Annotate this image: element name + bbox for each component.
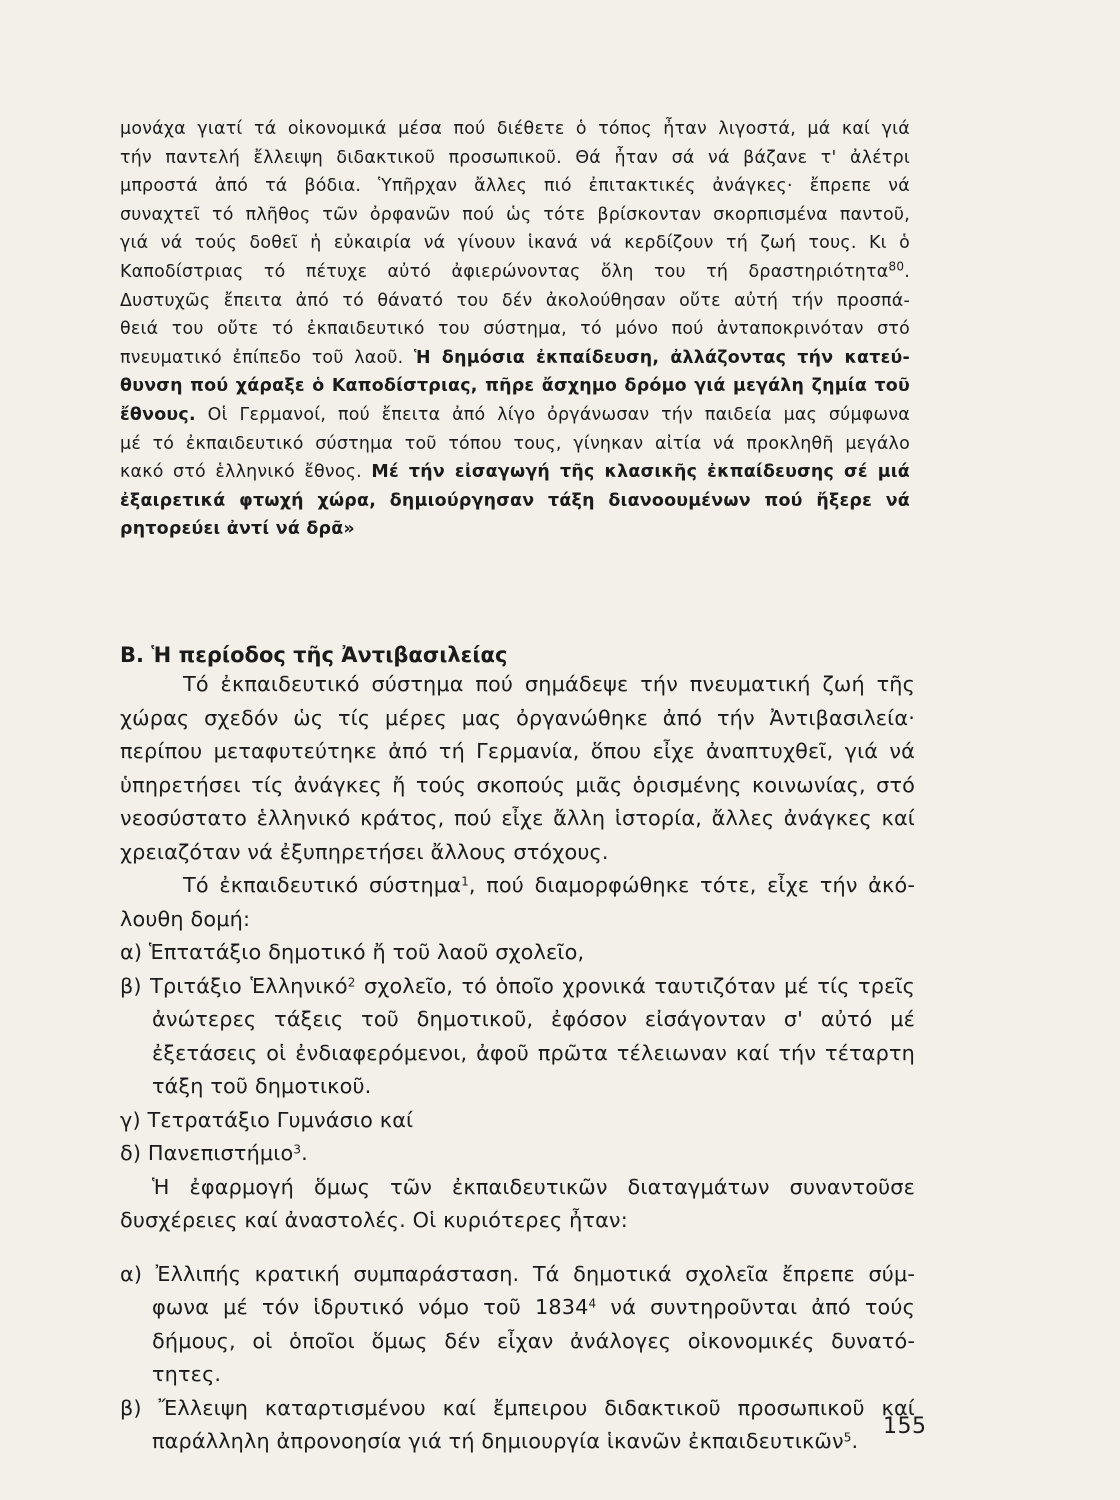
text-line: περίπου μεταφυτεύτηκε ἀπό τή Γερμανία, ὅπου εἶχε ἀναπτυχθεῖ, γιά νά xyxy=(120,739,915,763)
text-line: θειά του οὔτε τό ἐκπαιδευτικό του σύστημα, τό μόνο πού ἀνταποκρινόταν στό xyxy=(120,319,910,340)
text-line: μέ τό ἐκπαιδευτικό σύστημα τοῦ τόπου τους, γίνηκαν αἰτία νά προκληθῆ μεγάλο xyxy=(120,433,910,454)
text-line: τάξη τοῦ δημοτικοῦ. xyxy=(152,1074,372,1098)
text-line: γιά νά τούς δοθεῖ ἡ εὐκαιρία νά γίνουν ἱκανά νά κερδίζουν τή ζωή τους. Κι ὁ xyxy=(120,233,910,254)
list-item: δ) Πανεπιστήμιο$^3$. xyxy=(120,1141,308,1165)
text-line: χρειαζόταν νά ἐξυπηρετήσει ἄλλους στόχους. xyxy=(120,839,609,864)
text-line: Τό ἐκπαιδευτικό σύστημα$^1$, πού διαμορφώθηκε τότε, εἶχε τήν ἀκό- xyxy=(183,873,915,897)
emphasis-text: Μέ τήν εἰσαγωγή τῆς κλασικῆς ἐκπαίδευσης σέ μιά xyxy=(371,462,911,483)
text-line: κακό στό ἑλληνικό ἔθνος. Μέ τήν εἰσαγωγή τῆς κλασικῆς ἐκπαίδευσης σέ μιά xyxy=(120,462,911,483)
list-item: γ) Τετρατάξιο Γυμνάσιο καί xyxy=(120,1107,414,1132)
text-line: Τό ἐκπαιδευτικό σύστημα πού σημάδεψε τήν πνευματική ζωή τῆς xyxy=(183,672,915,696)
text-line xyxy=(120,487,910,516)
text-line: Δυστυχῶς ἔπειτα ἀπό τό θάνατό του δέν ἀκολούθησαν οὔτε αὐτή τήν προσπά- xyxy=(120,290,910,311)
emphasis-text: ἐξαιρετικά φτωχή χώρα, δημιούργησαν τάξη διανοουμένων πού ἤξερε νά xyxy=(120,490,910,511)
text-line: νεοσύστατο ἑλληνικό κράτος, πού εἶχε ἄλλη ἱστορία, ἄλλες ἀνάγκες καί xyxy=(120,806,915,830)
emphasis-text: θυνση πού χάραξε ὁ Καποδίστριας, πῆρε ἄσχημο δρόμο γιά μεγάλη ζημία τοῦ xyxy=(120,376,910,397)
footnote-marker: 2 xyxy=(347,974,356,989)
text-line: μονάχα γιατί τά οἰκονομικά μέσα πού διέθετε ὁ τόπος ἦταν λιγοστά, μά καί γιά xyxy=(120,119,910,139)
list-item: α) Ἑπτατάξιο δημοτικό ἤ τοῦ λαοῦ σχολεῖο, xyxy=(120,940,585,964)
text-line: παράλληλη ἀπρονοησία γιά τή δημιουργία ἱκανῶν ἐκπαιδευτικῶν$^5$. xyxy=(152,1429,859,1453)
text-line: ἐξετάσεις οἱ ἐνδιαφερόμενοι, ἀφοῦ πρῶτα τέλειωναν καί τήν τέταρτη xyxy=(152,1040,915,1065)
text-line: χώρας σχεδόν ὡς τίς μέρες μας ὀργανώθηκε ἀπό τήν Ἀντιβασιλεία· xyxy=(120,705,915,730)
footnote-marker: 5 xyxy=(843,1430,852,1445)
page-number: 155 xyxy=(883,1414,927,1439)
list-item: α) Ἐλλιπής κρατική συμπαράσταση. Τά δημοτικά σχολεῖα ἔπρεπε σύμ- xyxy=(120,1261,915,1286)
text-line: συναχτεῖ τό πλῆθος τῶν ὀρφανῶν πού ὡς τότε βρίσκονταν σκορπισμένα παντοῦ, xyxy=(120,204,910,225)
text-line: τήν παντελή ἔλλειψη διδακτικοῦ προσωπικοῦ. Θά ἦταν σά νά βάζανε τ' ἀλέτρι xyxy=(120,147,910,168)
continued-paragraph xyxy=(120,115,910,544)
text-line: δήμους, οἱ ὁποῖοι ὅμως δέν εἶχαν ἀνάλογες οἰκονομικές δυνατό- xyxy=(152,1328,915,1353)
emphasis-text: Ἡ δημόσια ἐκπαίδευση, ἀλλάζοντας τήν κατεύ- xyxy=(414,347,910,368)
text-line: πνευματικό ἐπίπεδο τοῦ λαοῦ. Ἡ δημόσια ἐκπαίδευση, ἀλλάζοντας τήν κατεύ- xyxy=(120,347,910,368)
text-line: ἀνώτερες τάξεις τοῦ δημοτικοῦ, ἐφόσον εἰσάγονταν σ' αὐτό μέ xyxy=(152,1007,915,1031)
text-line: φωνα μέ τόν ἱδρυτικό νόμο τοῦ 1834$^4$ νά συντηροῦνται ἀπό τούς xyxy=(152,1295,915,1319)
text-line: δυσχέρειες καί ἀναστολές. Οἱ κυριότερες ἦταν: xyxy=(120,1208,628,1232)
footnote-marker: 80 xyxy=(888,259,905,274)
footnote-marker: 4 xyxy=(588,1296,597,1311)
text-line: μπροστά ἀπό τά βόδια. Ὑπῆρχαν ἄλλες πιό ἐπιτακτικές ἀνάγκες· ἔπρεπε νά xyxy=(120,176,910,197)
section-body xyxy=(120,668,915,1459)
footnote-marker: 1 xyxy=(461,874,469,889)
list-item: β) Ἔλλειψη καταρτισμένου καί ἔμπειρου διδακτικοῦ προσωπικοῦ καί xyxy=(120,1395,915,1420)
text-line: Ἡ ἐφαρμογή ὅμως τῶν ἐκπαιδευτικῶν διαταγμάτων συναντοῦσε xyxy=(152,1174,915,1199)
spacer xyxy=(120,1238,915,1258)
list-item: β) Τριτάξιο Ἑλληνικό$^2$ σχολεῖο, τό ὁποῖο χρονικά ταυτιζόταν μέ τίς τρεῖς xyxy=(120,973,916,998)
text-line xyxy=(120,515,910,544)
text-line: Καποδίστριας τό πέτυχε αὐτό ἀφιερώνοντας ὅλη του τή δραστηριότητα$^{80}$. xyxy=(120,259,910,282)
section-heading: Β. Ἡ περίοδος τῆς Ἀντιβασιλείας xyxy=(120,643,508,667)
text-line: ἔθνους. Οἱ Γερμανοί, πού ἔπειτα ἀπό λίγο ὀργάνωσαν τήν παιδεία μας σύμφωνα xyxy=(120,404,910,425)
text-line: λουθη δομή: xyxy=(120,906,251,931)
footnote-marker: 3 xyxy=(293,1142,302,1157)
text-line xyxy=(120,372,910,401)
emphasis-text: ρητορεύει ἀντί νά δρᾶ» xyxy=(120,519,355,540)
text-line: τητες. xyxy=(152,1362,222,1386)
emphasis-text: ἔθνους. xyxy=(120,404,196,425)
text-line: ὑπηρετήσει τίς ἀνάγκες ἤ τούς σκοπούς μιᾶς ὁρισμένης κοινωνίας, στό xyxy=(120,772,915,797)
